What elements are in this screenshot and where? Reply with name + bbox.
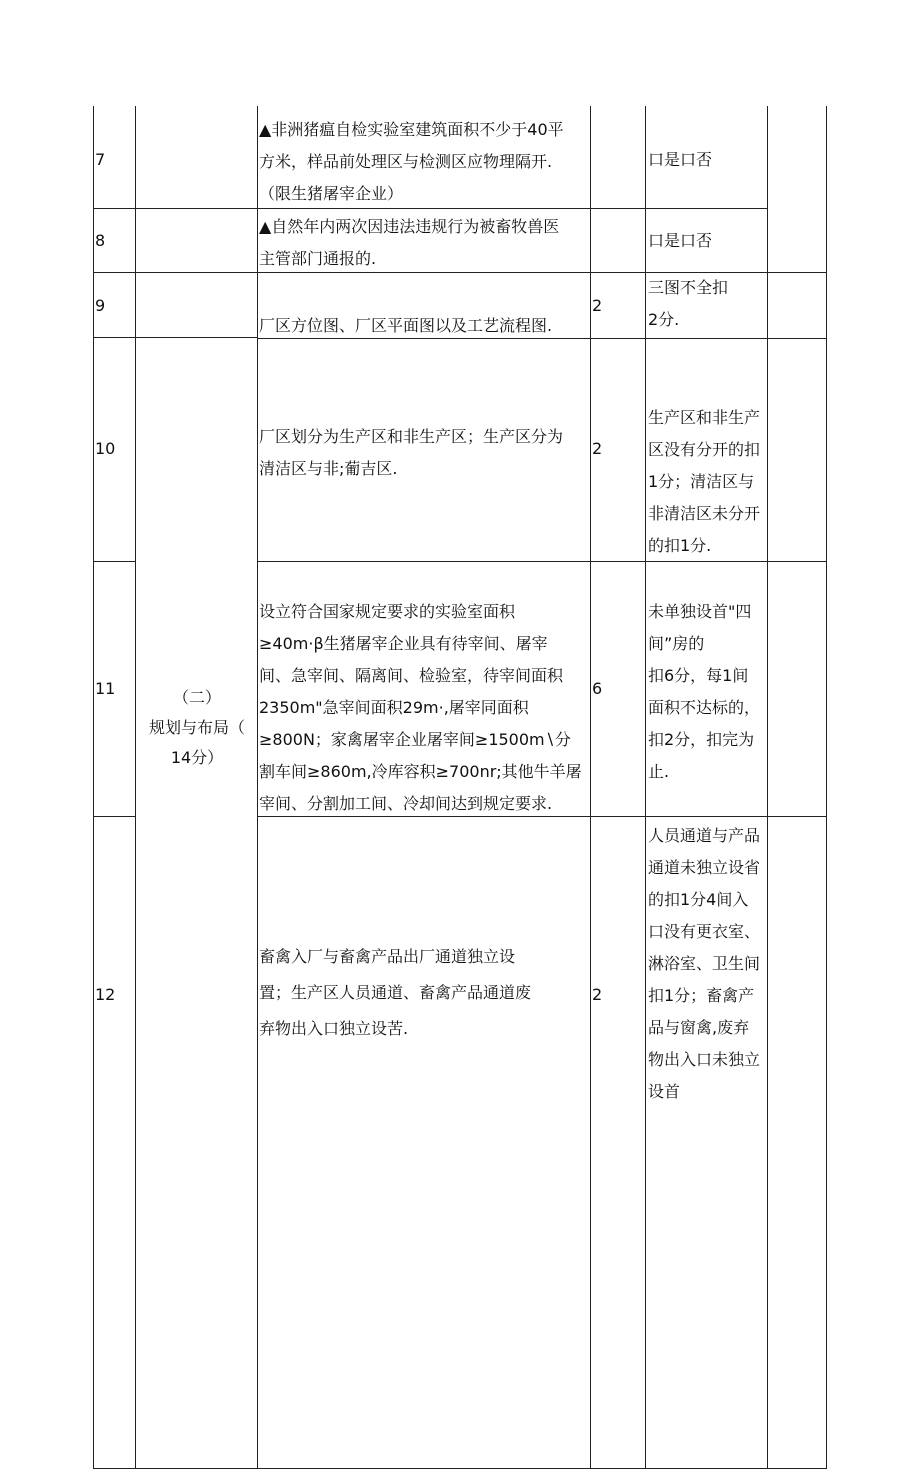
row-score: 2 (592, 985, 603, 1004)
row-number: 10 (95, 439, 116, 458)
row-content: 厂区方位图、厂区平面图以及工艺流程图. (259, 316, 553, 335)
row-number: 7 (95, 150, 106, 169)
table-divider-category (257, 106, 258, 1469)
row-rule: 口是口否 (648, 231, 713, 250)
row-score: 2 (592, 296, 603, 315)
row-divider-9-10 (93, 337, 257, 338)
row-divider-10-11 (93, 561, 135, 562)
row-content: 畜禽入厂与畜禽产品出厂通道独立设 置；生产区人员通道、畜禽产品通道废 弃物出入口独立设苦. (259, 947, 532, 1038)
row-rule: 生产区和非生产 区没有分开的扣 1分；清洁区与 非清洁区未分开 的扣1分. (648, 408, 761, 555)
row-content: 厂区划分为生产区和非生产区；生产区分为 清洁区与非;葡吉区. (259, 427, 564, 478)
table-border-right (826, 106, 827, 1469)
row-rule: 三图不全扣 2分. (648, 278, 729, 329)
row-score: 6 (592, 679, 603, 698)
category-label (138, 683, 256, 773)
row-rule: 人员通道与产品 通道未独立设省 的扣1分4间入 口没有更衣室、 淋浴室、卫生间 扣1分；畜禽产 品与窗禽,废弃 物出入口未独立 设首 (648, 826, 761, 1101)
row-content: ▲非洲猪瘟自检实验室建筑面积不少于40平 方米，样品前处理区与检测区应物理隔开. （限生猪屠宰企业） (259, 120, 564, 203)
category-line-3: 14分） (170, 748, 224, 767)
row-number: 8 (95, 231, 106, 250)
table-divider-rule (767, 106, 768, 1469)
row-content: ▲自然年内两次因违法违规行为被畜牧兽医 主管部门通报的. (259, 217, 560, 268)
row-score: 2 (592, 439, 603, 458)
table-divider-number (135, 106, 136, 1469)
row-rule: 口是口否 (648, 150, 713, 169)
table-border-left (93, 106, 94, 1469)
row-number: 12 (95, 985, 116, 1004)
category-line-1: （二） (172, 688, 221, 707)
row-rule: 未单独设首"四 间”房的 扣6分，每1间 面积不达标的， 扣2分，扣完为 止. (648, 602, 761, 781)
row-content: 设立符合国家规定要求的实验室面积 ≥40m·β生猪屠宰企业具有待宰间、屠宰 间、急宰间、隔离间、检验室，待宰间面积 2350m"急宰间面积29m·,屠宰同面积 ≥800N；家禽屠宰企业屠宰间≥1500m∖分 割车间≥860m,冷库容积≥700nr;其他牛羊屠 宰间、分割加工间、冷却间达到规定要求. (259, 602, 582, 813)
row-number: 11 (95, 679, 116, 698)
category-line-2: 规划与布局（ (148, 718, 245, 737)
table-divider-score (645, 106, 646, 1469)
row-number: 9 (95, 296, 106, 315)
table-divider-content (590, 106, 591, 1469)
row-divider-11-12 (93, 816, 135, 817)
